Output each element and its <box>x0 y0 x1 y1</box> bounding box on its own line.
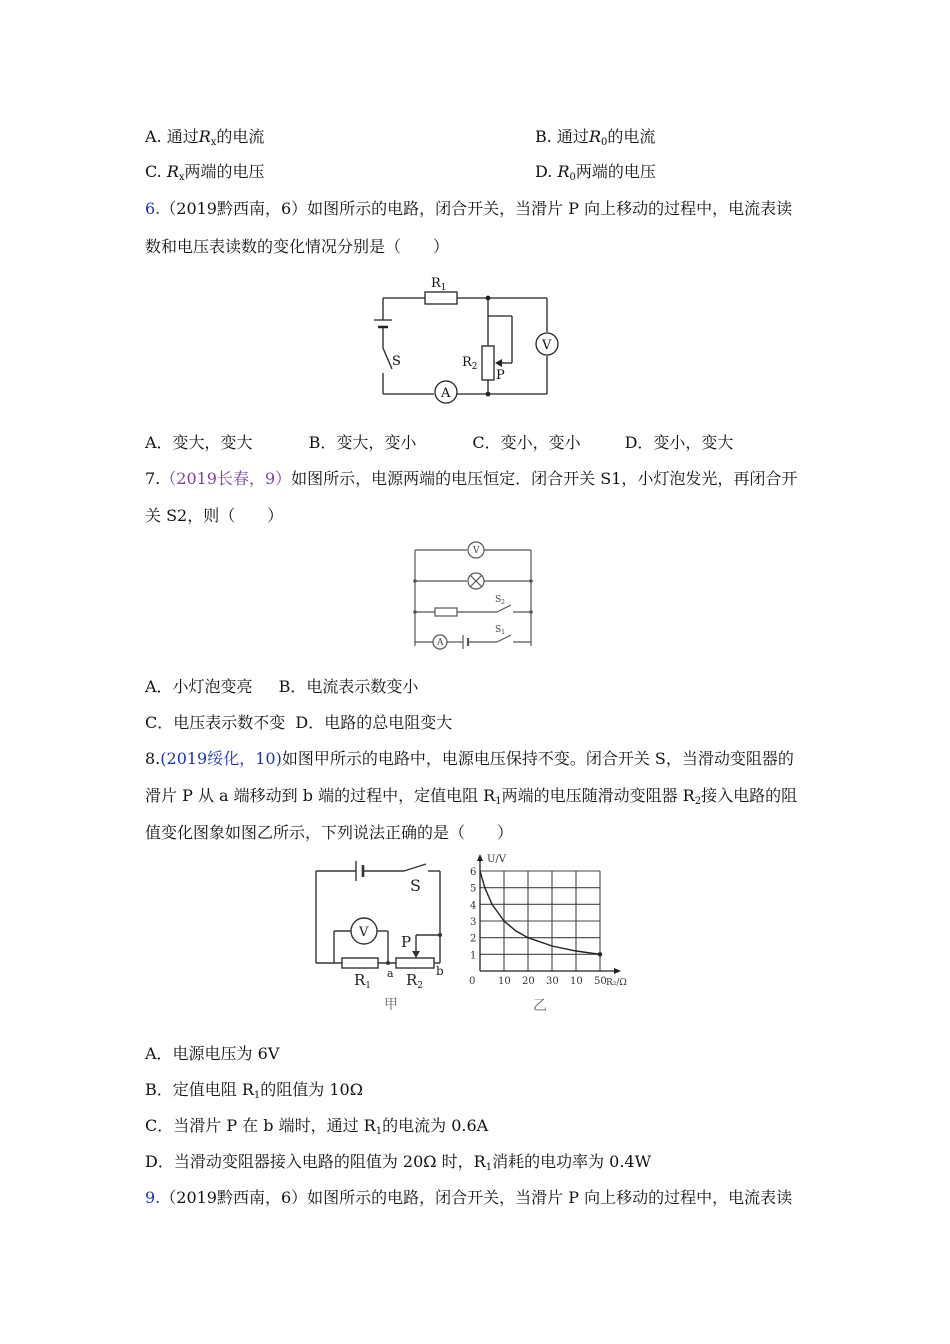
q5-option-a-var: R <box>198 127 211 146</box>
q8-option-b-suffix: 的阻值为 10Ω <box>260 1080 363 1099</box>
q5-option-d-prefix: D. <box>535 162 558 181</box>
q5-option-a-sub: x <box>210 137 217 148</box>
q7-stem-line2 <box>145 505 283 527</box>
q5-option-c-prefix: C. <box>145 162 167 181</box>
chart-series-line-u1 <box>480 871 600 954</box>
q5-option-d-sub: 0 <box>569 172 576 183</box>
q6-label-voltmeter: V <box>542 338 552 353</box>
q5-option-b-var: R <box>588 127 601 146</box>
q7-label-voltmeter: V <box>473 546 480 556</box>
q5-option-a <box>145 126 264 154</box>
q7-resistor <box>435 608 457 616</box>
q8-label-r1: $R_1$ <box>354 971 372 991</box>
chart-caption-yi: 乙 <box>533 998 547 1014</box>
q8-label-a: a <box>387 967 394 980</box>
q7-options-row2 <box>145 712 452 734</box>
chart-points <box>598 952 602 956</box>
q8-option-a <box>145 1043 279 1065</box>
chart-ticks <box>470 867 607 987</box>
q5-option-b <box>535 126 655 154</box>
chart-x-tick-label-2: 30 <box>546 976 559 987</box>
chart-x-tick-label-0: 10 <box>498 976 511 987</box>
q6-slider-arrow <box>495 359 502 367</box>
q6-label-s: S <box>392 354 401 369</box>
q8-option-b <box>145 1079 363 1107</box>
q9-text-line1: 如图所示的电路，闭合开关，当滑片 P 向上移动的过程中，电流表读 <box>307 1188 793 1207</box>
q5-option-a-prefix: A. 通过 <box>145 127 199 146</box>
q5-option-d-var: R <box>557 162 570 181</box>
q5-option-c-sub: x <box>178 172 185 183</box>
q7-options-row1 <box>145 676 418 698</box>
q8-stem-line2 <box>145 785 797 813</box>
q5-option-b-prefix: B. 通过 <box>535 127 589 146</box>
chart-grid <box>480 871 600 971</box>
q6-option-c: C．变小，变小 <box>472 433 581 452</box>
q5-option-d-suffix: 两端的电压 <box>575 162 656 181</box>
q6-text-line1: 如图所示的电路，闭合开关，当滑片 P 向上移动的过程中，电流表读 <box>307 199 793 218</box>
q7-switch-s2-blade <box>497 605 511 612</box>
chart-y-tick-label-1: 2 <box>470 933 477 945</box>
chart-y-tick-label-2: 3 <box>470 917 477 928</box>
chart-x-tick-label-4: 50 <box>594 976 607 987</box>
q7-junction-3 <box>529 579 533 583</box>
q8-label-voltmeter: V <box>359 925 369 940</box>
q8-text-line3: 值变化图象如图乙所示，下列说法正确的是（ ） <box>145 823 514 842</box>
q5-option-b-sub: 0 <box>600 137 608 148</box>
chart-y-tick-label-5: 6 <box>470 867 477 878</box>
q6-options <box>145 432 733 454</box>
q8-text-line2a: 滑片 P 从 a 端移动到 b 端的过程中，定值电阻 R <box>145 786 496 805</box>
chart-y-tick-label-3: 4 <box>470 900 477 912</box>
q6-label-r2: $R_2$ <box>462 355 478 372</box>
q5-option-c-var: R <box>166 162 179 181</box>
q8-option-a-text: A．电源电压为 6V <box>145 1044 280 1063</box>
q8-slider-arrow <box>412 951 420 958</box>
q7-text-line2: 关 S2，则（ ） <box>145 506 284 525</box>
q6-text-line2: 数和电压表读数的变化情况分别是（ ） <box>145 237 450 256</box>
q7-stem-line1 <box>145 468 797 490</box>
q6-resistor-r1 <box>425 292 457 304</box>
q7-switch-s1-blade <box>497 635 511 642</box>
q6-stem-line1 <box>145 198 792 220</box>
q8-stem-line3 <box>145 822 513 844</box>
q7-source: （2019长春，9） <box>160 469 292 488</box>
q8-label-s: S <box>410 876 421 895</box>
q7-junction-2 <box>413 610 417 614</box>
q8-chart-figure <box>460 852 640 1017</box>
chart-x-axis-arrow <box>614 968 621 974</box>
q7-label-s2: $S_2$ <box>495 595 505 606</box>
q8-option-d-prefix: D．当滑动变阻器接入电路的阻值为 20Ω 时，R <box>145 1152 486 1171</box>
q6-stem-line2 <box>145 236 449 258</box>
q8-resistor-r2 <box>396 958 434 968</box>
q6-resistor-r2 <box>482 346 494 380</box>
q8-text-line2c: 接入电路的阻 <box>701 786 798 805</box>
q5-option-a-suffix: 的电流 <box>216 127 265 146</box>
chart-y-tick-label-0: 1 <box>470 950 477 962</box>
q8-number: 8. <box>145 749 161 768</box>
q9-stem-line1 <box>145 1187 792 1209</box>
q5-option-c <box>145 161 265 189</box>
q7-option-a: A．小灯泡变亮 <box>145 677 253 696</box>
q8-option-c <box>145 1115 488 1143</box>
chart-x-tick-label-3: 10 <box>570 976 583 987</box>
q9-number: 9. <box>145 1188 161 1207</box>
q8-resistor-r1 <box>342 958 378 968</box>
q6-option-b: B．变大，变小 <box>308 433 417 452</box>
q5-option-c-suffix: 两端的电压 <box>184 162 265 181</box>
q8-option-b-prefix: B．定值电阻 R <box>145 1080 254 1099</box>
chart-point-end <box>598 952 602 956</box>
q7-junction-4 <box>529 610 533 614</box>
q7-option-c: C．电压表示数不变 <box>145 713 286 732</box>
q7-junction-1 <box>413 579 417 583</box>
q8-caption-jia: 甲 <box>384 997 398 1013</box>
q7-circuit-figure <box>405 538 545 656</box>
q8-text-line2-sub2: 2 <box>694 796 702 807</box>
q8-label-p: P <box>401 933 412 951</box>
q8-option-c-sub: 1 <box>375 1126 383 1137</box>
q8-option-d-suffix: 消耗的电功率为 0.4W <box>492 1152 652 1171</box>
q8-text-line2-sub1: 1 <box>495 796 502 807</box>
q8-junction-right <box>438 933 442 937</box>
q8-circuit-figure <box>308 855 458 1015</box>
q6-label-ammeter: A <box>441 386 451 401</box>
q6-label-r1: $R_1$ <box>431 276 447 293</box>
q8-option-d-sub: 1 <box>485 1162 493 1173</box>
q7-option-d: D．电路的总电阻变大 <box>295 713 453 732</box>
chart-y-tick-label-4: 5 <box>470 883 477 895</box>
q8-stem-line1 <box>145 748 794 770</box>
q8-switch-blade <box>404 864 426 871</box>
q8-source: (2019绥化，10) <box>160 749 282 768</box>
q7-option-b: B．电流表示数变小 <box>278 677 419 696</box>
chart-origin-label: 0 <box>469 976 476 987</box>
q6-label-p: P <box>496 368 505 383</box>
q5-option-d <box>535 161 656 189</box>
q8-label-r2: $R_2$ <box>406 971 424 991</box>
q7-label-s1: $S_1$ <box>495 625 505 636</box>
q8-text-line1: 如图甲所示的电路中，电源电压保持不变。闭合开关 S，当滑动变阻器的 <box>281 749 794 768</box>
q5-option-b-suffix: 的电流 <box>607 127 656 146</box>
q6-number: 6. <box>145 199 161 218</box>
q8-option-c-suffix: 的电流为 0.6A <box>382 1116 489 1135</box>
chart-y-axis-arrow <box>477 854 483 861</box>
q7-text-line1: 如图所示，电源两端的电压恒定．闭合开关 S1，小灯泡发光，再闭合开 <box>291 469 798 488</box>
q9-source: （2019黔西南，6） <box>160 1188 308 1207</box>
q8-label-b: b <box>436 964 444 978</box>
q8-option-c-prefix: C．当滑片 P 在 b 端时，通过 R <box>145 1116 376 1135</box>
q8-text-line2b: 两端的电压随滑动变阻器 R <box>501 786 695 805</box>
q6-junction-bottom <box>486 392 491 397</box>
q6-option-d: D．变小，变大 <box>624 433 734 452</box>
q6-switch-blade <box>383 348 392 369</box>
q6-circuit-figure <box>370 268 580 412</box>
q6-junction-top <box>486 296 491 301</box>
chart-xlabel: R₂/Ω <box>606 978 627 988</box>
q6-source: （2019黔西南，6） <box>160 199 308 218</box>
q8-option-b-sub: 1 <box>253 1090 261 1101</box>
q6-option-a: A．变大，变大 <box>145 433 253 452</box>
chart-x-tick-label-1: 20 <box>522 976 535 987</box>
chart-ylabel: U/V <box>487 854 507 865</box>
q8-junction-a <box>386 961 390 965</box>
q7-label-ammeter: A <box>437 638 444 648</box>
q8-option-d <box>145 1151 651 1179</box>
q7-number: 7. <box>145 469 161 488</box>
